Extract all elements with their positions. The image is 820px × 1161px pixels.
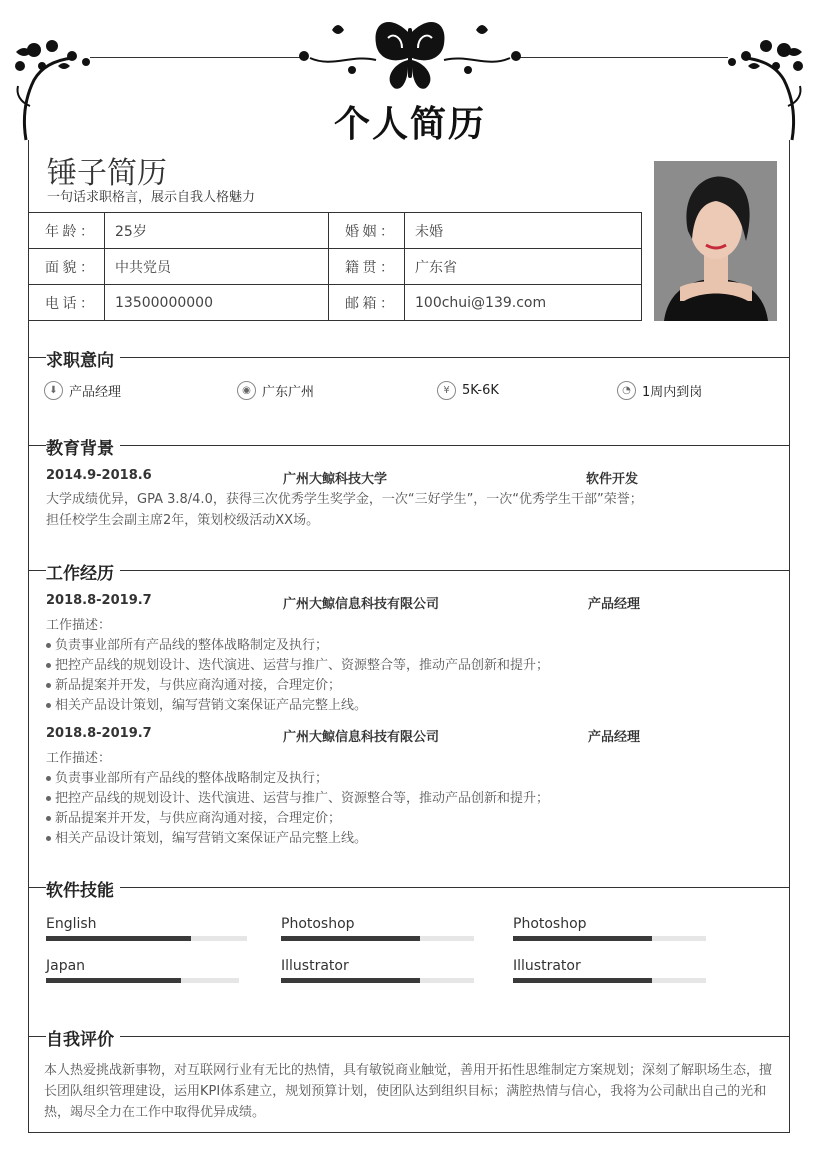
work-bullet: 相关产品设计策划，编写营销文案保证产品完整上线。 — [46, 695, 367, 716]
work-bullet: 把控产品线的规划设计、迭代演进、运营与推广、资源整合等，推动产品创新和提升； — [46, 655, 549, 676]
work-position: 产品经理 — [588, 597, 641, 612]
skill-name: Illustrator — [513, 958, 581, 974]
skill-name: Illustrator — [281, 958, 349, 974]
info-label: 邮箱： — [329, 285, 405, 321]
info-value: 中共党员 — [105, 249, 329, 285]
profile-photo — [654, 161, 777, 321]
work-company: 广州大鲸信息科技有限公司 — [283, 730, 440, 745]
work-bullet: 相关产品设计策划，编写营销文案保证产品完整上线。 — [46, 828, 367, 849]
work-period: 2018.8-2019.7 — [46, 593, 152, 608]
info-value: 25岁 — [105, 213, 329, 249]
info-row — [29, 285, 642, 321]
section-divider — [28, 887, 790, 888]
section-divider — [28, 570, 790, 571]
skill-bar — [513, 978, 706, 983]
section-divider — [28, 445, 790, 446]
intent-position — [44, 381, 121, 400]
work-desc-label: 工作描述： — [46, 751, 112, 766]
candidate-name: 锤子简历 — [47, 156, 167, 191]
skill-item — [46, 916, 247, 941]
info-row — [29, 213, 642, 249]
skill-item — [513, 958, 706, 983]
section-title-education: 教育背景 — [46, 434, 120, 459]
education-school: 广州大鲸科技大学 — [283, 472, 388, 487]
clock-icon: ◔ — [617, 381, 636, 400]
section-divider — [28, 1036, 790, 1037]
info-label: 电话： — [29, 285, 105, 321]
work-bullet: 新品提案并开发，与供应商沟通对接，合理定价； — [46, 675, 341, 696]
intent-text: 5K-6K — [462, 383, 499, 398]
education-major: 软件开发 — [586, 472, 639, 487]
intent-text: 产品经理 — [69, 385, 122, 400]
info-label: 婚姻： — [329, 213, 405, 249]
info-value: 广东省 — [405, 249, 642, 285]
section-title-skills: 软件技能 — [46, 876, 120, 901]
skill-bar-fill — [281, 936, 420, 941]
skill-bar — [513, 936, 706, 941]
info-label: 籍贯： — [329, 249, 405, 285]
resume-main-title: 个人简历 — [333, 104, 486, 145]
work-bullet: 负责事业部所有产品线的整体战略制定及执行； — [46, 635, 328, 656]
skill-bar-fill — [513, 936, 652, 941]
work-company: 广州大鲸信息科技有限公司 — [283, 597, 440, 612]
skill-bar-fill — [513, 978, 652, 983]
location-icon: ◉ — [237, 381, 256, 400]
skill-bar-fill — [46, 936, 191, 941]
intent-location — [237, 381, 314, 400]
skill-bar — [46, 936, 247, 941]
skill-name: Photoshop — [513, 916, 587, 932]
candidate-slogan: 一句话求职格言，展示自我人格魅力 — [47, 190, 256, 205]
info-value: 100chui@139.com — [405, 285, 642, 321]
skill-name: Japan — [46, 958, 86, 974]
education-period: 2014.9-2018.6 — [46, 468, 152, 483]
intent-salary — [437, 381, 499, 400]
header-line-left — [90, 57, 302, 58]
skill-name: English — [46, 916, 97, 932]
work-bullet: 把控产品线的规划设计、迭代演进、运营与推广、资源整合等，推动产品创新和提升； — [46, 788, 549, 809]
intent-availability — [617, 381, 702, 400]
skill-bar — [281, 978, 474, 983]
skill-item — [513, 916, 706, 941]
info-row — [29, 249, 642, 285]
personal-info-table — [28, 212, 642, 321]
intent-text: 广东广州 — [262, 385, 315, 400]
skill-item — [46, 958, 239, 983]
skill-item — [281, 958, 474, 983]
info-label: 年龄： — [29, 213, 105, 249]
skill-bar-fill — [46, 978, 181, 983]
skill-bar — [281, 936, 474, 941]
info-value: 未婚 — [405, 213, 642, 249]
bag-icon: ⬇ — [44, 381, 63, 400]
butterfly-ornament-icon — [292, 14, 528, 96]
section-title-work: 工作经历 — [46, 559, 120, 584]
section-title-intent: 求职意向 — [46, 346, 120, 371]
skill-item — [281, 916, 474, 941]
skill-bar-fill — [281, 978, 420, 983]
work-desc-label: 工作描述： — [46, 618, 112, 633]
education-detail: 担任校学生会副主席2年，策划校级活动XX场。 — [46, 513, 320, 528]
work-bullet: 新品提案并开发，与供应商沟通对接，合理定价； — [46, 808, 341, 829]
skill-bar — [46, 978, 239, 983]
yen-icon: ¥ — [437, 381, 456, 400]
work-bullet: 负责事业部所有产品线的整体战略制定及执行； — [46, 768, 328, 789]
skill-name: Photoshop — [281, 916, 355, 932]
intent-text: 1周内到岗 — [642, 385, 703, 400]
work-period: 2018.8-2019.7 — [46, 726, 152, 741]
education-detail: 大学成绩优异，GPA 3.8/4.0，获得三次优秀学生奖学金，一次“三好学生”，一次“优秀学生干部”荣誉； — [46, 492, 643, 507]
header-line-right — [518, 57, 728, 58]
info-label: 面貌： — [29, 249, 105, 285]
section-title-evaluation: 自我评价 — [46, 1025, 120, 1050]
self-evaluation-text: 本人热爱挑战新事物，对互联网行业有无比的热情，具有敏锐商业触觉，善用开拓性思维制定方案规划；深刻了解职场生态，擅长团队组织管理建设，运用KPI体系建立，规划预算计划，使团队达到组织目标；满腔热情与信心，我将为公司献出自己的光和热，竭尽全力在工作中取得优异成绩。 — [44, 1063, 773, 1120]
section-divider — [28, 357, 790, 358]
work-position: 产品经理 — [588, 730, 641, 745]
info-value: 13500000000 — [105, 285, 329, 321]
